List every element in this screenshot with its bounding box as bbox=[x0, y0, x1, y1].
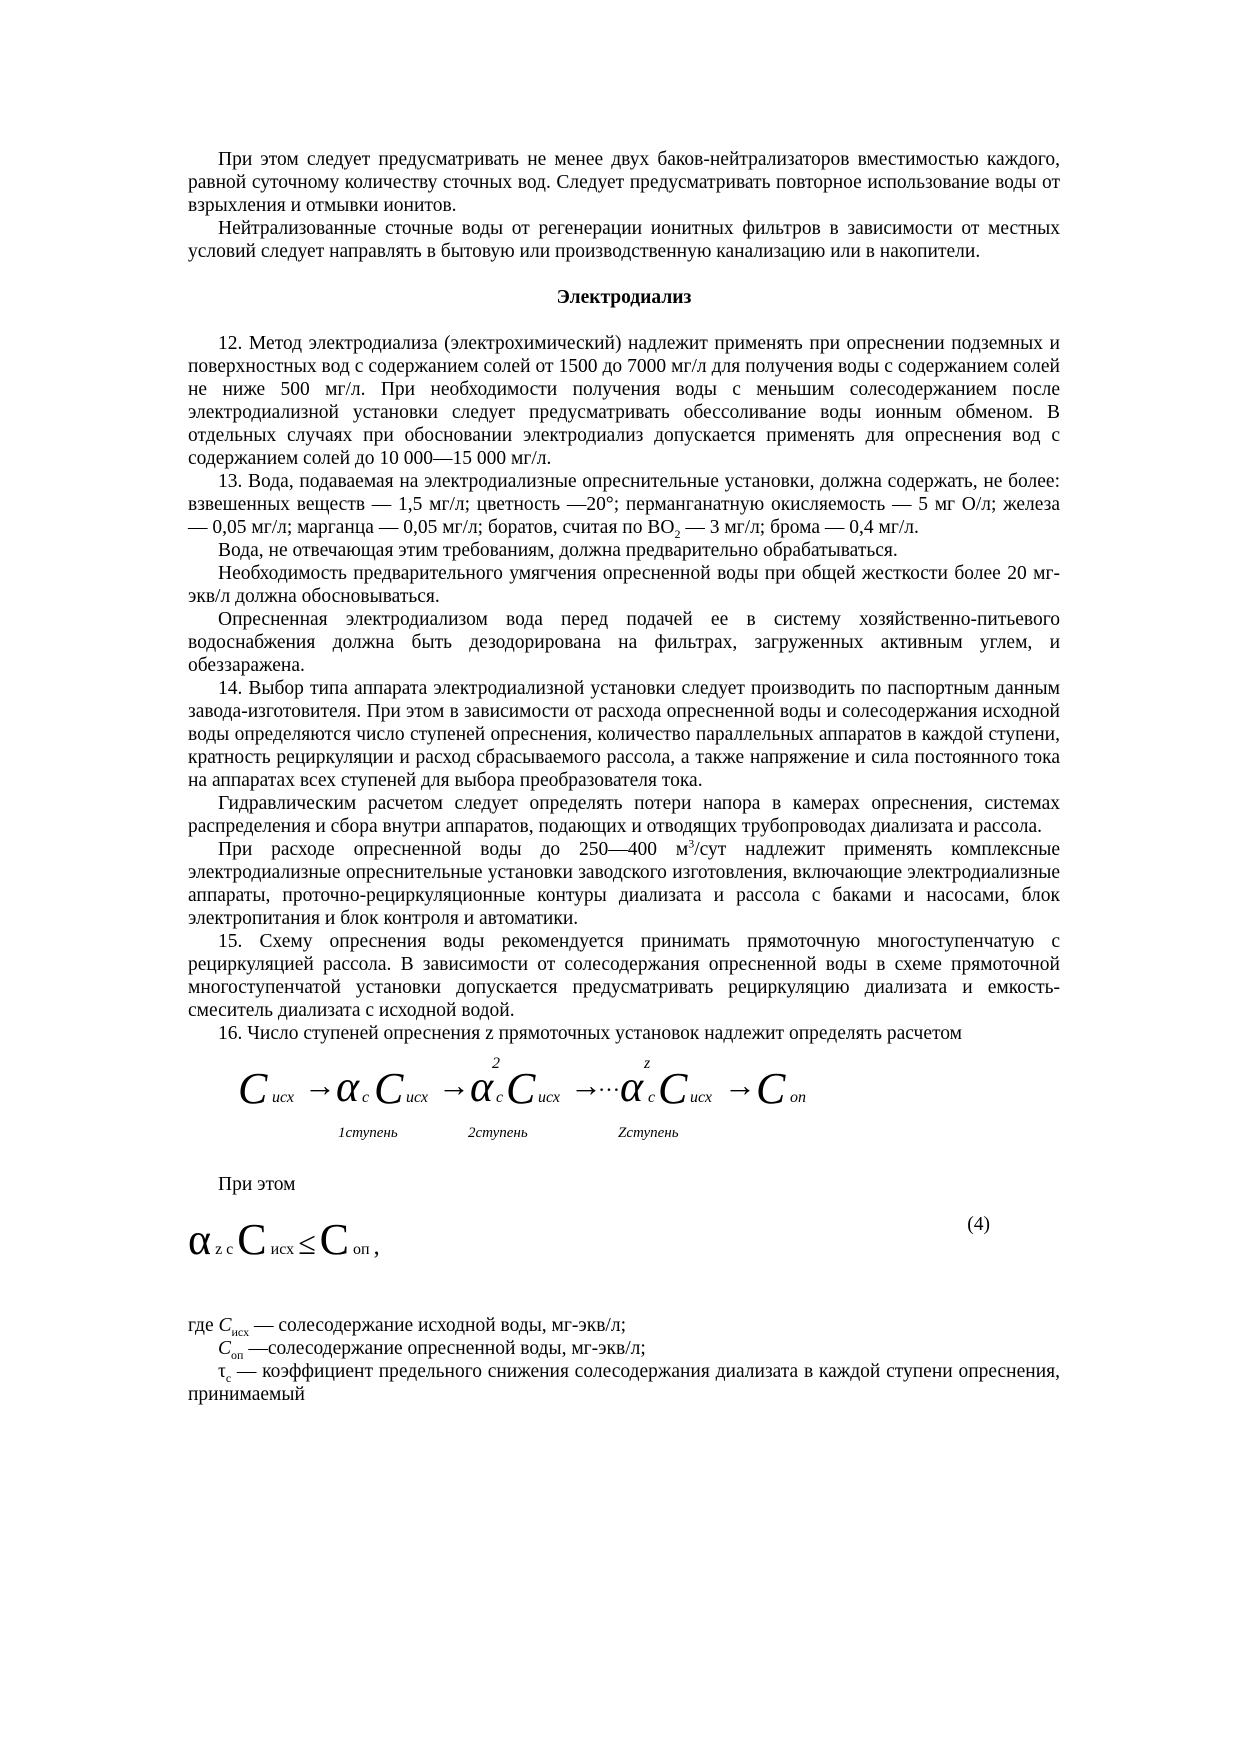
equation-number: (4) bbox=[967, 1214, 990, 1235]
section-heading: Электродиализ bbox=[556, 287, 692, 308]
pri-etom: При этом bbox=[218, 1174, 296, 1195]
formula-c-product: C bbox=[756, 1064, 786, 1113]
stage-1-label: 1ступень bbox=[338, 1125, 398, 1141]
paragraph-14: 14. Выбор типа аппарата электродиализной установки следует производить по паспортным данным завода-изготовителя. При этом в зависимости от расхода опресненной воды и солесодержания исходной воды определяются число ступеней опреснения, количество параллельных аппаратов в каждой ступени, кратность рециркуляции и расход сбрасываемого рассола, а также напряжение и сила постоянного тока на аппаратах всех ступеней для выбора преобразователя тока. bbox=[188, 678, 1060, 791]
paragraph-16: 16. Число ступеней опреснения z прямоточных установок надлежит определять расчетом bbox=[218, 1023, 962, 1044]
stage-z-label: Zступень bbox=[618, 1125, 679, 1141]
paragraph-13: 13. Вода, подаваемая на электродиализные опреснительные установки, должна содержать, не более: взвешенных веществ — 1,5 мг/л; цветность —20°; перманганатную окисляемость — 5 мг О/л; железа — 0,05 мг/л; марганца — 0,05 мг/л; боратов, считая по $ВО_2$ — 3 мг/л; брома — 0,4 мг/л. bbox=[188, 471, 1060, 541]
where-initial: где $C_{исх}$ — солесодержание исходной воды, мг-экв/л; bbox=[188, 1315, 626, 1339]
formula-stages: C исх → α c C исх 1ступень → α 2 c C исх 2ступень → … α z c C исх Zступень → C оп bbox=[238, 1055, 806, 1141]
paragraph-13c: Необходимость предварительного умягчения опресненной воды при общей жесткости более 20 мг-экв/л должна обосновываться. bbox=[188, 563, 1060, 607]
paragraph-13b: Вода, не отвечающая этим требованиям, должна предварительно обрабатываться. bbox=[218, 540, 898, 561]
paragraph-neutralizers: При этом следует предусматривать не менее двух баков-нейтрализаторов вместимостью каждого, равной суточному количеству сточных вод. Следует предусматривать повторное использование воды от взрыхления и отмывки ионитов. bbox=[188, 149, 1060, 216]
formula-c-initial: C bbox=[238, 1064, 268, 1113]
document-page bbox=[188, 148, 1060, 1406]
formula-alpha-z: α bbox=[620, 1062, 644, 1111]
formula-alpha-2: α bbox=[470, 1062, 494, 1111]
where-product: $C_{оп}$ —солесодержание опресненной воды, мг-экв/л; bbox=[218, 1338, 646, 1362]
formula-condition: (4) α z c C исх ≤ C оп , bbox=[188, 1214, 990, 1264]
paragraph-neutralized-water: Нейтрализованные сточные воды от регенерации ионитных фильтров в зависимости от местных условий следует направлять в бытовую или производственную канализацию или в накопители. bbox=[188, 218, 1060, 262]
paragraph-14c: При расходе опресненной воды до 250—400 $м^3$/сут надлежит применять комплексные электродиализные опреснительные установки заводского изготовления, включающие электродиализные аппараты, проточно-рециркуляционные контуры диализата и рассола с баками и насосами, блок электропитания и блок контроля и автоматики. bbox=[188, 836, 1060, 929]
stage-2-label: 2ступень bbox=[468, 1125, 528, 1141]
paragraph-13d: Опресненная электродиализом вода перед подачей ее в систему хозяйственно-питьевого водоснабжения должна быть дезодорирована на фильтрах, загруженных активным углем, и обеззаражена. bbox=[188, 609, 1060, 676]
paragraph-12: 12. Метод электродиализа (электрохимический) надлежит применять при опреснении подземных и поверхностных вод с содержанием солей от 1500 до 7000 мг/л для получения воды с содержанием солей не ниже 500 мг/л. При необходимости получения воды с меньшим солесодержанием после электродиализной установки следует предусматривать обессоливание воды ионным обменом. В отдельных случаях при обосновании электродиализ допускается применять для опреснения вод с содержанием солей до 10 000—15 000 мг/л. bbox=[188, 333, 1060, 469]
paragraph-14b: Гидравлическим расчетом следует определять потери напора в камерах опреснения, системах распределения и сбора внутри аппаратов, подающих и отводящих трубопроводах диализата и рассола. bbox=[188, 793, 1060, 837]
where-coefficient: $\tau_с$ — коэффициент предельного снижения солесодержания диализата в каждой ступени опреснения, принимаемый bbox=[188, 1361, 1060, 1405]
paragraph-15: 15. Схему опреснения воды рекомендуется принимать прямоточную многоступенчатую с рециркуляцией рассола. В зависимости от солесодержания опресненной воды в схеме прямоточной многоступенчатой установки допускается предусматривать рециркуляцию диализата и емкость-смеситель диализата с исходной водой. bbox=[188, 931, 1060, 1021]
formula-alpha-1: α bbox=[336, 1062, 360, 1111]
